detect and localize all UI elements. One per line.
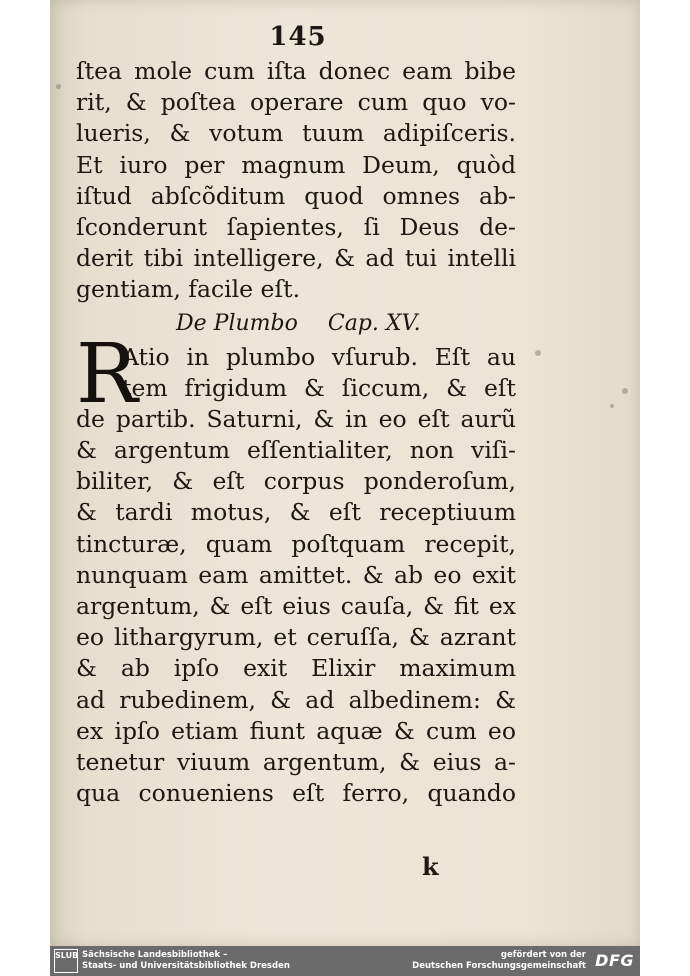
text-line: gentiam, facile eſt. bbox=[76, 275, 301, 304]
text-line: argentum, & eſt eius cauſa, & fit ex bbox=[76, 592, 516, 620]
paragraph-top bbox=[76, 56, 516, 306]
text-line: eo lithargyrum, et ceruſſa, & azrant bbox=[76, 623, 516, 652]
text-line: tenetur viuum argentum, & eius a- bbox=[76, 747, 516, 776]
drop-cap-initial: R bbox=[76, 326, 138, 422]
ink-spot bbox=[535, 350, 541, 356]
book-page bbox=[50, 0, 640, 946]
funding-credit bbox=[412, 950, 586, 972]
left-margin bbox=[0, 0, 50, 946]
text-line: ex ipſo etiam fiunt aquæ & cum eo bbox=[76, 716, 516, 745]
text-line: Atio in plumbo vſurub. Eſt au bbox=[122, 342, 516, 371]
library-credit bbox=[82, 950, 290, 972]
ink-spot bbox=[56, 84, 61, 89]
text-line: biliter, & eſt corpus ponderoſum, bbox=[76, 467, 516, 496]
text-line: rit, & poſtea operare cum quo vo- bbox=[76, 88, 516, 117]
text-line: tincturæ, quam poſtquam recepit, bbox=[76, 529, 516, 558]
slub-logo: SLUB bbox=[54, 949, 78, 973]
library-name-line-2: Staats- und Universitätsbibliothek Dresden bbox=[82, 961, 290, 971]
text-block bbox=[76, 56, 516, 809]
ink-spot bbox=[610, 404, 614, 408]
chapter-number: Cap. XV. bbox=[327, 310, 421, 336]
text-line: de partib. Saturni, & in eo eſt aurũ bbox=[76, 404, 516, 433]
text-line: & ab ipſo exit Elixir maximum bbox=[76, 654, 516, 683]
funding-line-1: gefördert von der bbox=[500, 950, 586, 960]
text-line: iſtud abſcõditum quod omnes ab- bbox=[76, 181, 516, 210]
funding-line-2: Deutschen Forschungsgemeinschaft bbox=[412, 961, 586, 971]
chapter-heading bbox=[76, 306, 516, 342]
chapter-title: De Plumbo bbox=[176, 310, 298, 336]
dfg-logo: DFG bbox=[595, 951, 634, 970]
text-line: qua conueniens eſt ferro, quando bbox=[76, 779, 516, 808]
library-name-line-1: Sächsische Landesbibliothek – bbox=[82, 950, 228, 960]
text-line: ad rubedinem, & ad albedinem: & bbox=[76, 685, 516, 714]
library-footer bbox=[50, 946, 640, 976]
text-line: & argentum eſſentialiter, non viſi- bbox=[76, 436, 516, 465]
page-number: 145 bbox=[269, 22, 327, 52]
text-line: & tardi motus, & eſt receptiuum bbox=[76, 498, 516, 527]
text-line: derit tibi intelligere, & ad tui intelli bbox=[76, 244, 516, 273]
text-line: Et iuro per magnum Deum, quòd bbox=[76, 150, 516, 179]
text-line: lueris, & votum tuum adipiſceris. bbox=[76, 119, 516, 148]
text-line: ſconderunt ſapientes, ſi Deus de- bbox=[76, 212, 516, 241]
catchword: k bbox=[422, 852, 439, 881]
paragraph-body bbox=[76, 326, 516, 810]
ink-spot bbox=[622, 388, 628, 394]
text-line: nunquam eam amittet. & ab eo exit bbox=[76, 560, 516, 589]
text-line: tem frigidum & ſiccum, & eſt bbox=[122, 373, 516, 402]
text-line: ſtea mole cum iſta donec eam bibe bbox=[76, 57, 516, 85]
